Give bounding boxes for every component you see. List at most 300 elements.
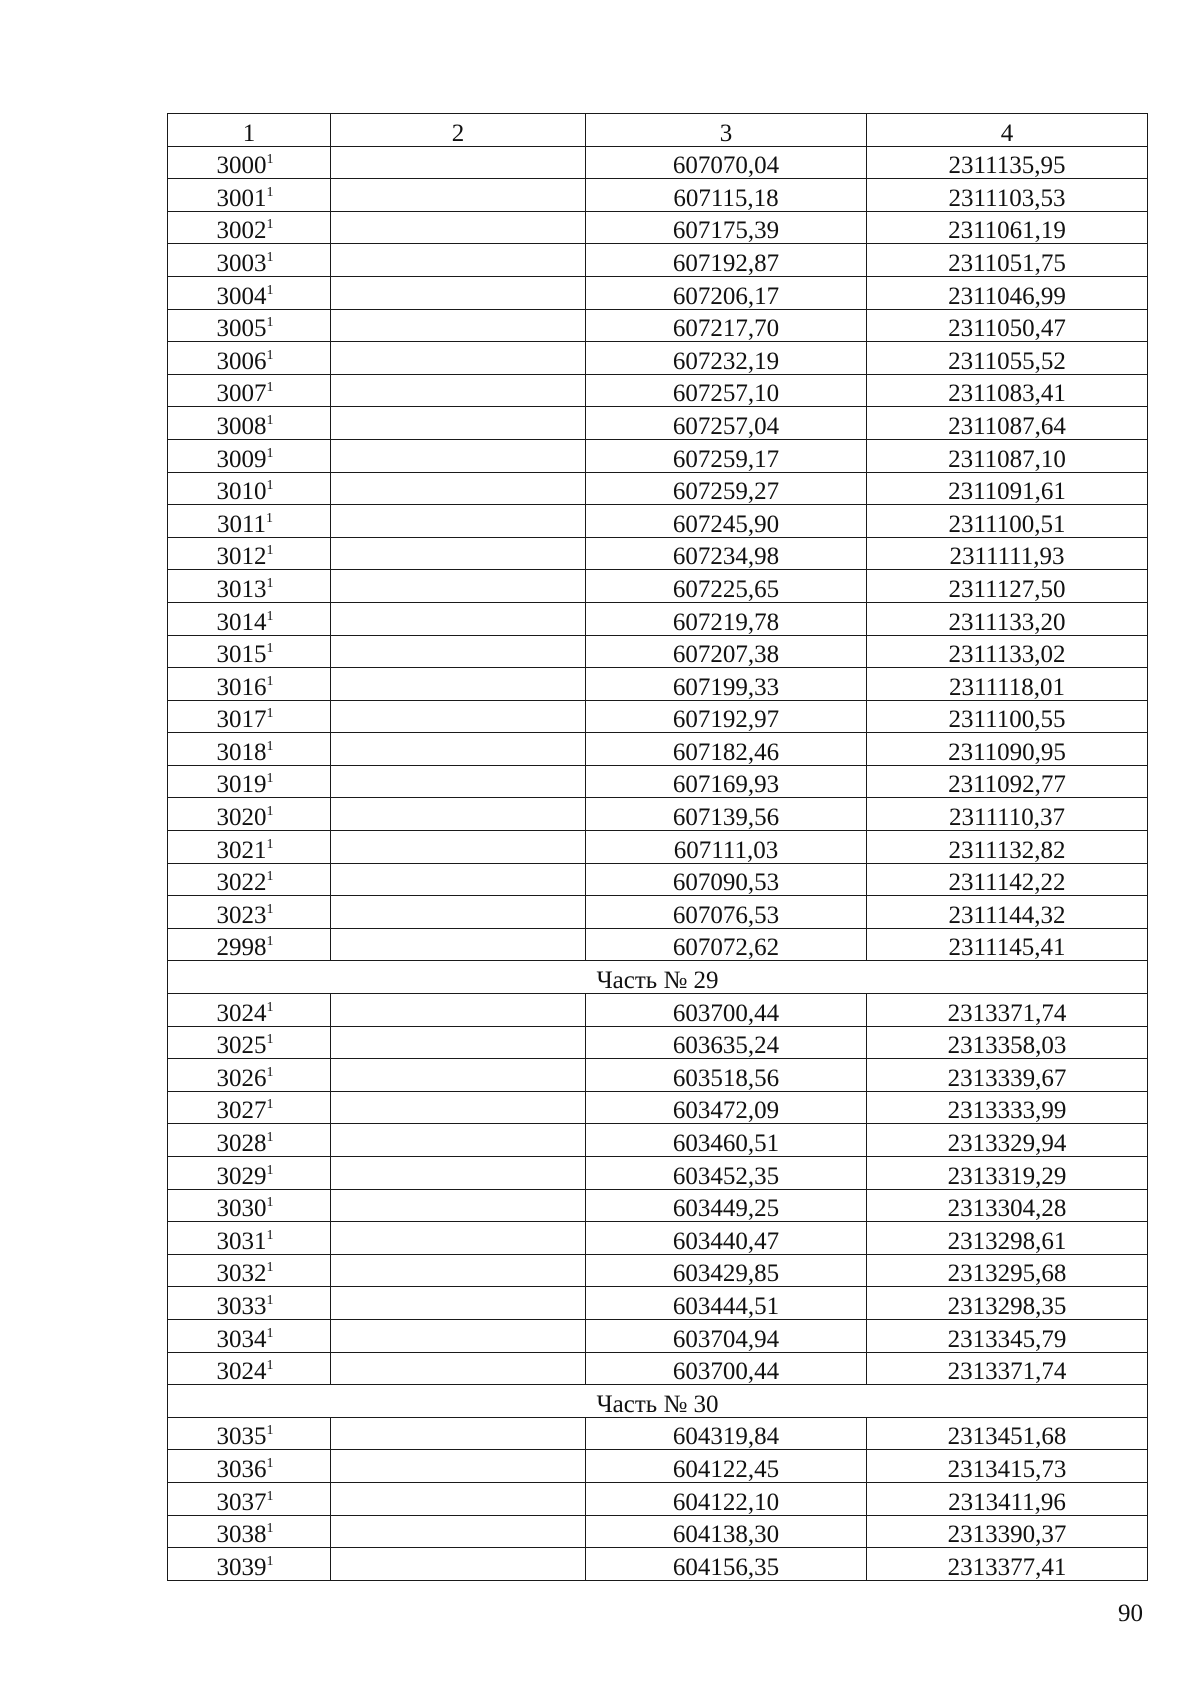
point-number-superscript: 1 <box>266 836 274 852</box>
table-row <box>168 1254 1148 1287</box>
y-coordinate-cell: 2311083,41 <box>867 374 1148 407</box>
table-row <box>168 733 1148 766</box>
point-number-superscript: 1 <box>266 673 274 689</box>
x-coordinate-cell: 603444,51 <box>586 1287 867 1320</box>
point-number-value: 3014 <box>216 608 267 635</box>
table-row <box>168 505 1148 538</box>
point-number <box>217 349 274 374</box>
point-number-superscript: 1 <box>266 347 274 363</box>
point-number <box>217 1294 274 1319</box>
point-number-cell <box>168 1287 331 1320</box>
column-2-cell <box>331 276 586 309</box>
point-number <box>217 1098 274 1123</box>
y-coordinate-cell: 2313358,03 <box>867 1026 1148 1059</box>
column-2-cell <box>331 439 586 472</box>
column-2-cell <box>331 994 586 1027</box>
point-number-cell <box>168 570 331 603</box>
point-number-value: 3008 <box>216 412 267 440</box>
column-header-1: 1 <box>168 114 331 147</box>
table-row <box>168 928 1148 961</box>
column-2-cell <box>331 928 586 961</box>
column-2-cell <box>331 244 586 277</box>
x-coordinate-cell: 603635,24 <box>586 1026 867 1059</box>
y-coordinate-cell: 2311091,61 <box>867 472 1148 505</box>
table-row <box>168 407 1148 440</box>
point-number-cell <box>168 537 331 570</box>
point-number-value: 3039 <box>216 1553 267 1581</box>
point-number-value: 3033 <box>216 1292 267 1320</box>
point-number-cell <box>168 1417 331 1450</box>
point-number-cell <box>168 863 331 896</box>
point-number-superscript: 1 <box>266 184 274 200</box>
point-number-value: 3001 <box>216 184 267 212</box>
column-header-3: 3 <box>586 114 867 147</box>
x-coordinate-cell: 604138,30 <box>586 1515 867 1548</box>
x-coordinate-cell: 604122,45 <box>586 1450 867 1483</box>
point-number-value: 3005 <box>216 315 267 342</box>
point-number-value: 3018 <box>216 738 267 766</box>
table-row <box>168 439 1148 472</box>
point-number <box>217 903 274 928</box>
point-number-cell <box>168 1091 331 1124</box>
y-coordinate-cell: 2311133,20 <box>867 602 1148 635</box>
point-number-value: 3016 <box>216 673 267 701</box>
table-row <box>168 831 1148 864</box>
x-coordinate-cell: 607175,39 <box>586 211 867 244</box>
column-2-cell <box>331 733 586 766</box>
table-row <box>168 146 1148 179</box>
coordinates-table-body <box>168 114 1148 1581</box>
point-number-value: 3020 <box>216 804 267 831</box>
point-number-superscript: 1 <box>266 315 274 331</box>
point-number <box>217 1033 274 1058</box>
point-number-value: 3004 <box>216 282 267 310</box>
section-title: Часть № 29 <box>168 961 1148 994</box>
y-coordinate-cell: 2311111,93 <box>867 537 1148 570</box>
point-number-cell <box>168 1222 331 1255</box>
point-number <box>217 512 273 537</box>
coordinates-table <box>167 113 1148 1581</box>
table-row <box>168 1157 1148 1190</box>
x-coordinate-cell: 607206,17 <box>586 276 867 309</box>
column-2-cell <box>331 1124 586 1157</box>
column-2-cell <box>331 700 586 733</box>
point-number-superscript: 1 <box>266 1162 274 1178</box>
point-number <box>217 1001 274 1026</box>
point-number-value: 3030 <box>216 1195 267 1222</box>
point-number-cell <box>168 374 331 407</box>
point-number-superscript: 1 <box>266 1064 274 1080</box>
column-2-cell <box>331 1287 586 1320</box>
column-2-cell <box>331 1189 586 1222</box>
point-number-value: 3038 <box>216 1521 267 1548</box>
point-number-cell <box>168 407 331 440</box>
point-number-superscript: 1 <box>266 1553 274 1569</box>
point-number-superscript: 1 <box>266 1521 274 1537</box>
point-number-superscript: 1 <box>266 1130 274 1145</box>
point-number-superscript: 1 <box>266 869 274 885</box>
table-row <box>168 1417 1148 1450</box>
x-coordinate-cell: 607245,90 <box>586 505 867 538</box>
point-number-cell <box>168 1515 331 1548</box>
y-coordinate-cell: 2313295,68 <box>867 1254 1148 1287</box>
point-number <box>217 1555 274 1580</box>
point-number-cell <box>168 700 331 733</box>
point-number <box>217 1522 274 1547</box>
point-number-value: 3037 <box>216 1488 267 1516</box>
table-row <box>168 668 1148 701</box>
column-2-cell <box>331 765 586 798</box>
column-2-cell <box>331 1091 586 1124</box>
y-coordinate-cell: 2311092,77 <box>867 765 1148 798</box>
column-2-cell <box>331 1254 586 1287</box>
column-2-cell <box>331 863 586 896</box>
y-coordinate-cell: 2311133,02 <box>867 635 1148 668</box>
point-number <box>217 1229 274 1254</box>
point-number-value: 3031 <box>216 1227 267 1255</box>
point-number-cell <box>168 1026 331 1059</box>
x-coordinate-cell: 607182,46 <box>586 733 867 766</box>
point-number <box>217 935 274 960</box>
point-number-superscript: 1 <box>266 1292 274 1308</box>
column-header-4: 4 <box>867 114 1148 147</box>
point-number <box>217 544 274 569</box>
point-number <box>217 316 274 341</box>
point-number-superscript: 1 <box>266 1488 274 1504</box>
table-row <box>168 994 1148 1027</box>
table-row <box>168 1450 1148 1483</box>
point-number-cell <box>168 211 331 244</box>
column-2-cell <box>331 1352 586 1385</box>
y-coordinate-cell: 2313304,28 <box>867 1189 1148 1222</box>
column-2-cell <box>331 602 586 635</box>
section-title: Часть № 30 <box>168 1385 1148 1418</box>
point-number-superscript: 1 <box>266 575 274 591</box>
table-row <box>168 472 1148 505</box>
point-number-cell <box>168 1059 331 1092</box>
y-coordinate-cell: 2313319,29 <box>867 1157 1148 1190</box>
x-coordinate-cell: 603472,09 <box>586 1091 867 1124</box>
point-number-value: 3032 <box>216 1260 267 1287</box>
column-2-cell <box>331 407 586 440</box>
y-coordinate-cell: 2311142,22 <box>867 863 1148 896</box>
y-coordinate-cell: 2311087,10 <box>867 439 1148 472</box>
point-number-value: 3013 <box>216 575 267 603</box>
y-coordinate-cell: 2313339,67 <box>867 1059 1148 1092</box>
x-coordinate-cell: 607232,19 <box>586 342 867 375</box>
point-number <box>217 870 274 895</box>
point-number-value: 2998 <box>216 934 267 961</box>
table-row <box>168 798 1148 831</box>
point-number-value: 3015 <box>216 641 267 668</box>
x-coordinate-cell: 607072,62 <box>586 928 867 961</box>
table-row <box>168 309 1148 342</box>
point-number-superscript: 1 <box>266 478 274 494</box>
column-2-cell <box>331 1026 586 1059</box>
x-coordinate-cell: 607234,98 <box>586 537 867 570</box>
table-row <box>168 1287 1148 1320</box>
point-number-cell <box>168 994 331 1027</box>
column-2-cell <box>331 211 586 244</box>
x-coordinate-cell: 603700,44 <box>586 994 867 1027</box>
point-number-cell <box>168 635 331 668</box>
point-number-superscript: 1 <box>266 1260 274 1276</box>
y-coordinate-cell: 2311145,41 <box>867 928 1148 961</box>
point-number <box>217 447 274 472</box>
table-row <box>168 1482 1148 1515</box>
point-number-superscript: 1 <box>266 901 274 917</box>
point-number-value: 3025 <box>216 1032 267 1059</box>
point-number-cell <box>168 1254 331 1287</box>
y-coordinate-cell: 2313345,79 <box>867 1319 1148 1352</box>
column-2-cell <box>331 570 586 603</box>
x-coordinate-cell: 603518,56 <box>586 1059 867 1092</box>
x-coordinate-cell: 603700,44 <box>586 1352 867 1385</box>
point-number <box>217 838 274 863</box>
point-number <box>217 610 274 635</box>
table-row <box>168 374 1148 407</box>
table-row <box>168 1515 1148 1548</box>
point-number <box>217 284 274 309</box>
table-row <box>168 342 1148 375</box>
x-coordinate-cell: 607169,93 <box>586 765 867 798</box>
point-number <box>217 1490 274 1515</box>
x-coordinate-cell: 603440,47 <box>586 1222 867 1255</box>
point-number <box>217 1424 274 1449</box>
x-coordinate-cell: 607070,04 <box>586 146 867 179</box>
point-number-value: 3000 <box>216 152 267 179</box>
y-coordinate-cell: 2313411,96 <box>867 1482 1148 1515</box>
point-number-superscript: 1 <box>266 217 274 233</box>
x-coordinate-cell: 607139,56 <box>586 798 867 831</box>
point-number-cell <box>168 1124 331 1157</box>
y-coordinate-cell: 2311100,55 <box>867 700 1148 733</box>
column-2-cell <box>331 1417 586 1450</box>
x-coordinate-cell: 607219,78 <box>586 602 867 635</box>
point-number-superscript: 1 <box>266 1195 274 1211</box>
point-number-value: 3010 <box>216 478 267 505</box>
point-number <box>217 381 274 406</box>
column-2-cell <box>331 309 586 342</box>
x-coordinate-cell: 607192,97 <box>586 700 867 733</box>
table-row <box>168 179 1148 212</box>
point-number <box>217 675 274 700</box>
y-coordinate-cell: 2311103,53 <box>867 179 1148 212</box>
point-number <box>217 740 274 765</box>
point-number-cell <box>168 1319 331 1352</box>
table-header-row <box>168 114 1148 147</box>
table-row <box>168 1222 1148 1255</box>
point-number <box>217 1066 274 1091</box>
point-number-superscript: 1 <box>266 543 274 559</box>
point-number <box>217 1359 274 1384</box>
point-number <box>217 186 274 211</box>
point-number-value: 3034 <box>216 1325 267 1353</box>
y-coordinate-cell: 2313415,73 <box>867 1450 1148 1483</box>
point-number-cell <box>168 439 331 472</box>
column-2-cell <box>331 798 586 831</box>
point-number-value: 3022 <box>216 869 267 896</box>
point-number <box>217 1327 274 1352</box>
point-number <box>217 707 274 732</box>
table-row <box>168 635 1148 668</box>
point-number-cell <box>168 505 331 538</box>
table-row <box>168 570 1148 603</box>
point-number-cell <box>168 668 331 701</box>
point-number-value: 3027 <box>216 1097 267 1124</box>
point-number <box>217 153 274 178</box>
point-number-cell <box>168 309 331 342</box>
point-number-value: 3036 <box>216 1455 267 1483</box>
column-2-cell <box>331 472 586 505</box>
table-row <box>168 765 1148 798</box>
y-coordinate-cell: 2313333,99 <box>867 1091 1148 1124</box>
point-number-cell <box>168 1548 331 1581</box>
point-number-superscript: 1 <box>266 1423 274 1439</box>
point-number <box>217 577 274 602</box>
column-2-cell <box>331 1450 586 1483</box>
x-coordinate-cell: 607115,18 <box>586 179 867 212</box>
point-number-cell <box>168 1189 331 1222</box>
table-row <box>168 537 1148 570</box>
table-row <box>168 1319 1148 1352</box>
table-row <box>168 244 1148 277</box>
point-number-superscript: 1 <box>266 412 274 428</box>
y-coordinate-cell: 2311118,01 <box>867 668 1148 701</box>
point-number-superscript: 1 <box>266 934 274 950</box>
point-number-cell <box>168 179 331 212</box>
y-coordinate-cell: 2313371,74 <box>867 1352 1148 1385</box>
section-row <box>168 961 1148 994</box>
point-number-cell <box>168 602 331 635</box>
column-2-cell <box>331 1157 586 1190</box>
x-coordinate-cell: 607259,17 <box>586 439 867 472</box>
point-number-superscript: 1 <box>266 445 274 461</box>
column-2-cell <box>331 179 586 212</box>
point-number-value: 3026 <box>216 1064 267 1092</box>
point-number-cell <box>168 276 331 309</box>
point-number-superscript: 1 <box>266 1325 274 1341</box>
point-number-value: 3029 <box>216 1162 267 1190</box>
y-coordinate-cell: 2311051,75 <box>867 244 1148 277</box>
point-number-value: 3019 <box>216 771 267 798</box>
x-coordinate-cell: 607207,38 <box>586 635 867 668</box>
column-2-cell <box>331 1059 586 1092</box>
table-row <box>168 863 1148 896</box>
point-number-value: 3035 <box>216 1423 267 1450</box>
y-coordinate-cell: 2311144,32 <box>867 896 1148 929</box>
table-row <box>168 1091 1148 1124</box>
table-row <box>168 1352 1148 1385</box>
point-number <box>217 251 274 276</box>
column-2-cell <box>331 1222 586 1255</box>
x-coordinate-cell: 603429,85 <box>586 1254 867 1287</box>
column-2-cell <box>331 635 586 668</box>
column-2-cell <box>331 342 586 375</box>
column-2-cell <box>331 668 586 701</box>
table-row <box>168 1059 1148 1092</box>
column-2-cell <box>331 896 586 929</box>
point-number <box>217 772 274 797</box>
y-coordinate-cell: 2311110,37 <box>867 798 1148 831</box>
point-number-superscript: 1 <box>266 282 274 298</box>
point-number-cell <box>168 765 331 798</box>
point-number-value: 3012 <box>216 543 267 570</box>
point-number-value: 3024 <box>216 1358 267 1385</box>
column-2-cell <box>331 831 586 864</box>
point-number <box>217 1457 274 1482</box>
x-coordinate-cell: 607076,53 <box>586 896 867 929</box>
point-number <box>217 1261 274 1286</box>
y-coordinate-cell: 2311100,51 <box>867 505 1148 538</box>
point-number-cell <box>168 1482 331 1515</box>
y-coordinate-cell: 2313451,68 <box>867 1417 1148 1450</box>
point-number-cell <box>168 244 331 277</box>
point-number <box>217 642 274 667</box>
point-number-cell <box>168 733 331 766</box>
y-coordinate-cell: 2311055,52 <box>867 342 1148 375</box>
x-coordinate-cell: 607225,65 <box>586 570 867 603</box>
y-coordinate-cell: 2311090,95 <box>867 733 1148 766</box>
page-number: 90 <box>1118 1600 1143 1627</box>
column-2-cell <box>331 505 586 538</box>
y-coordinate-cell: 2313298,35 <box>867 1287 1148 1320</box>
point-number-superscript: 1 <box>266 249 274 265</box>
point-number-superscript: 1 <box>266 510 274 526</box>
point-number-superscript: 1 <box>266 608 274 624</box>
column-2-cell <box>331 1482 586 1515</box>
column-header-2: 2 <box>331 114 586 147</box>
x-coordinate-cell: 607257,04 <box>586 407 867 440</box>
table-row <box>168 211 1148 244</box>
x-coordinate-cell: 607192,87 <box>586 244 867 277</box>
point-number-superscript: 1 <box>266 804 274 820</box>
point-number-value: 3017 <box>216 706 267 733</box>
x-coordinate-cell: 607199,33 <box>586 668 867 701</box>
point-number-value: 3011 <box>216 510 267 538</box>
point-number-cell <box>168 1352 331 1385</box>
point-number-superscript: 1 <box>266 152 274 168</box>
column-2-cell <box>331 1319 586 1352</box>
table-row <box>168 1026 1148 1059</box>
point-number-cell <box>168 896 331 929</box>
x-coordinate-cell: 607259,27 <box>586 472 867 505</box>
column-2-cell <box>331 146 586 179</box>
x-coordinate-cell: 603449,25 <box>586 1189 867 1222</box>
x-coordinate-cell: 604122,10 <box>586 1482 867 1515</box>
point-number-cell <box>168 146 331 179</box>
x-coordinate-cell: 604156,35 <box>586 1548 867 1581</box>
point-number-cell <box>168 798 331 831</box>
y-coordinate-cell: 2313298,61 <box>867 1222 1148 1255</box>
point-number <box>217 1131 274 1156</box>
section-row <box>168 1385 1148 1418</box>
point-number-superscript: 1 <box>266 641 274 657</box>
point-number <box>217 479 274 504</box>
x-coordinate-cell: 607257,10 <box>586 374 867 407</box>
point-number-value: 3009 <box>216 445 267 473</box>
point-number-value: 3021 <box>216 836 267 864</box>
point-number-superscript: 1 <box>266 1358 274 1374</box>
table-row <box>168 700 1148 733</box>
x-coordinate-cell: 607111,03 <box>586 831 867 864</box>
point-number-cell <box>168 928 331 961</box>
point-number-superscript: 1 <box>266 1032 274 1048</box>
y-coordinate-cell: 2313329,94 <box>867 1124 1148 1157</box>
table-row <box>168 602 1148 635</box>
y-coordinate-cell: 2311132,82 <box>867 831 1148 864</box>
point-number-cell <box>168 1450 331 1483</box>
